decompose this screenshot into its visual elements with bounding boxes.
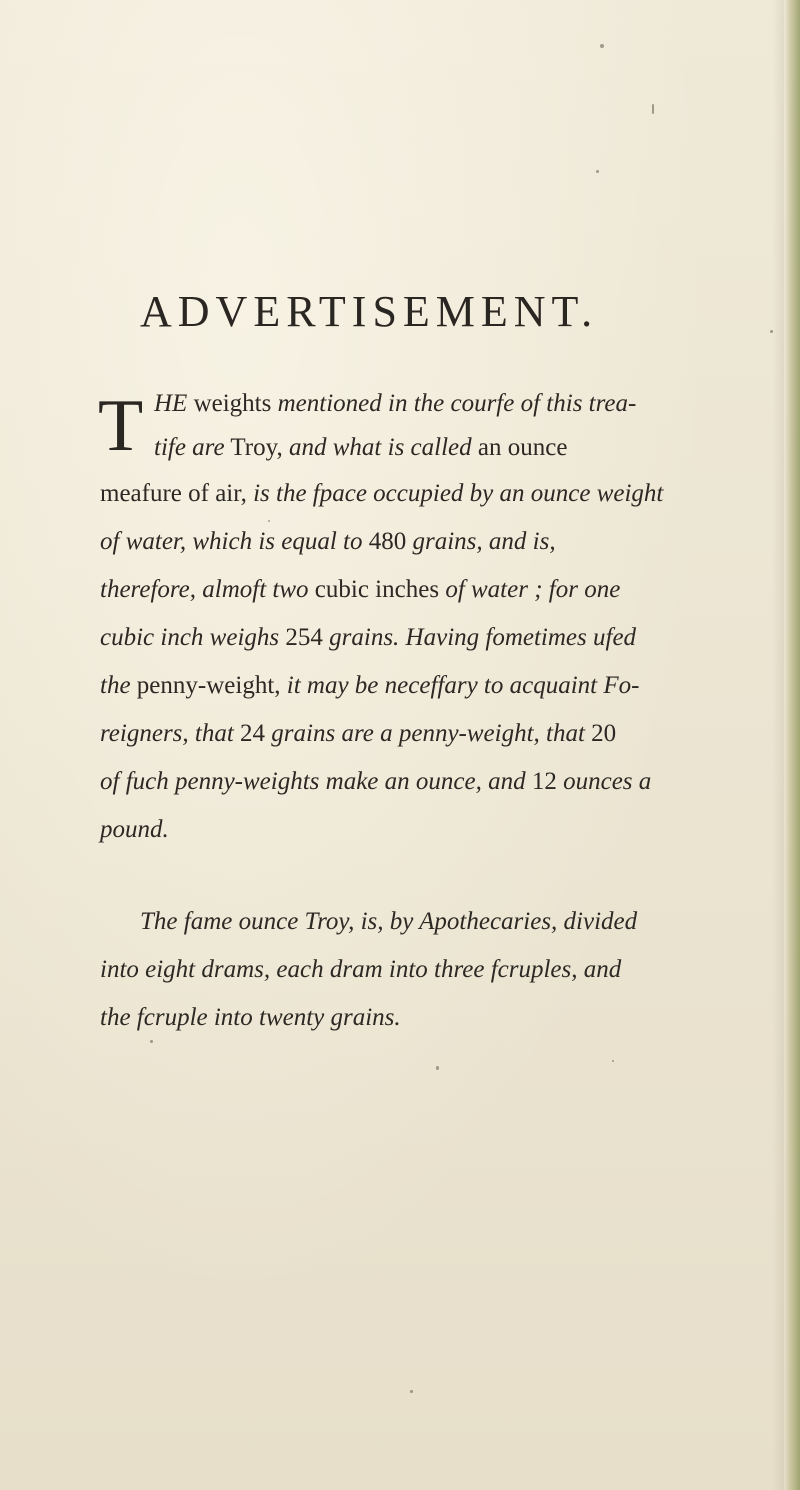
text-line: [154, 430, 774, 466]
foxing-speck: [150, 1040, 153, 1043]
text-run: therefore, almoft two: [100, 576, 309, 603]
text-run: cubic inch weighs: [100, 624, 280, 651]
text-run: it may be neceffary to acquaint Fo-: [286, 672, 640, 699]
text-run: meafure of air,: [100, 480, 254, 507]
drop-cap: T: [98, 385, 144, 467]
text-run: of water, which is equal to: [100, 528, 363, 555]
text-run: 20: [584, 720, 617, 747]
text-line: [154, 386, 774, 422]
foxing-speck: [436, 1066, 439, 1070]
text-run: an ounce: [471, 434, 568, 461]
foxing-speck: [596, 170, 599, 173]
text-line: into eight drams, each dram into three fcruples, and: [100, 956, 622, 983]
text-run: of water ; for one: [445, 576, 621, 603]
foxing-speck: [612, 1060, 614, 1062]
text-line: [100, 620, 720, 656]
text-run: 254: [279, 624, 330, 651]
text-line: [100, 572, 720, 608]
text-run: penny-weight,: [130, 672, 287, 699]
text-run: 480: [362, 528, 413, 555]
text-run: mentioned in the courfe of this trea-: [277, 390, 637, 417]
page-edge: [784, 0, 800, 1490]
text-run: is the fpace occupied by an ounce weight: [253, 480, 664, 507]
text-run: 12: [525, 768, 564, 795]
text-run: weights: [187, 390, 278, 417]
text-line: [100, 524, 720, 560]
text-run: Troy,: [224, 434, 289, 461]
text-run: and what is called: [289, 434, 472, 461]
text-run: ounces a: [563, 768, 652, 795]
foxing-speck: [600, 44, 604, 48]
text-line: [100, 812, 720, 848]
text-run: HE: [154, 390, 188, 417]
foxing-speck: [652, 104, 654, 114]
page-title: ADVERTISEMENT.: [140, 287, 599, 336]
text-line: [100, 764, 720, 800]
text-line: [100, 476, 720, 512]
text-line: The fame ounce Troy, is, by Apothecaries, divided: [140, 908, 638, 935]
text-run: cubic inches: [308, 576, 446, 603]
text-run: tife are: [154, 434, 225, 461]
text-line: the fcruple into twenty grains.: [100, 1004, 401, 1031]
text-run: grains, and is,: [412, 528, 556, 555]
foxing-speck: [268, 520, 270, 522]
text-line: [100, 668, 720, 704]
text-run: reigners, that: [100, 720, 234, 747]
text-run: 24: [233, 720, 272, 747]
text-run: the: [100, 672, 131, 699]
foxing-speck: [770, 330, 773, 333]
text-run: pound.: [100, 816, 169, 843]
text-line: [100, 716, 720, 752]
page-gutter-shadow: [772, 0, 784, 1490]
text-run: grains. Having fometimes ufed: [329, 624, 637, 651]
text-run: grains are a penny-weight, that: [271, 720, 585, 747]
text-run: of fuch penny-weights make an ounce, and: [100, 768, 526, 795]
foxing-speck: [410, 1390, 413, 1393]
